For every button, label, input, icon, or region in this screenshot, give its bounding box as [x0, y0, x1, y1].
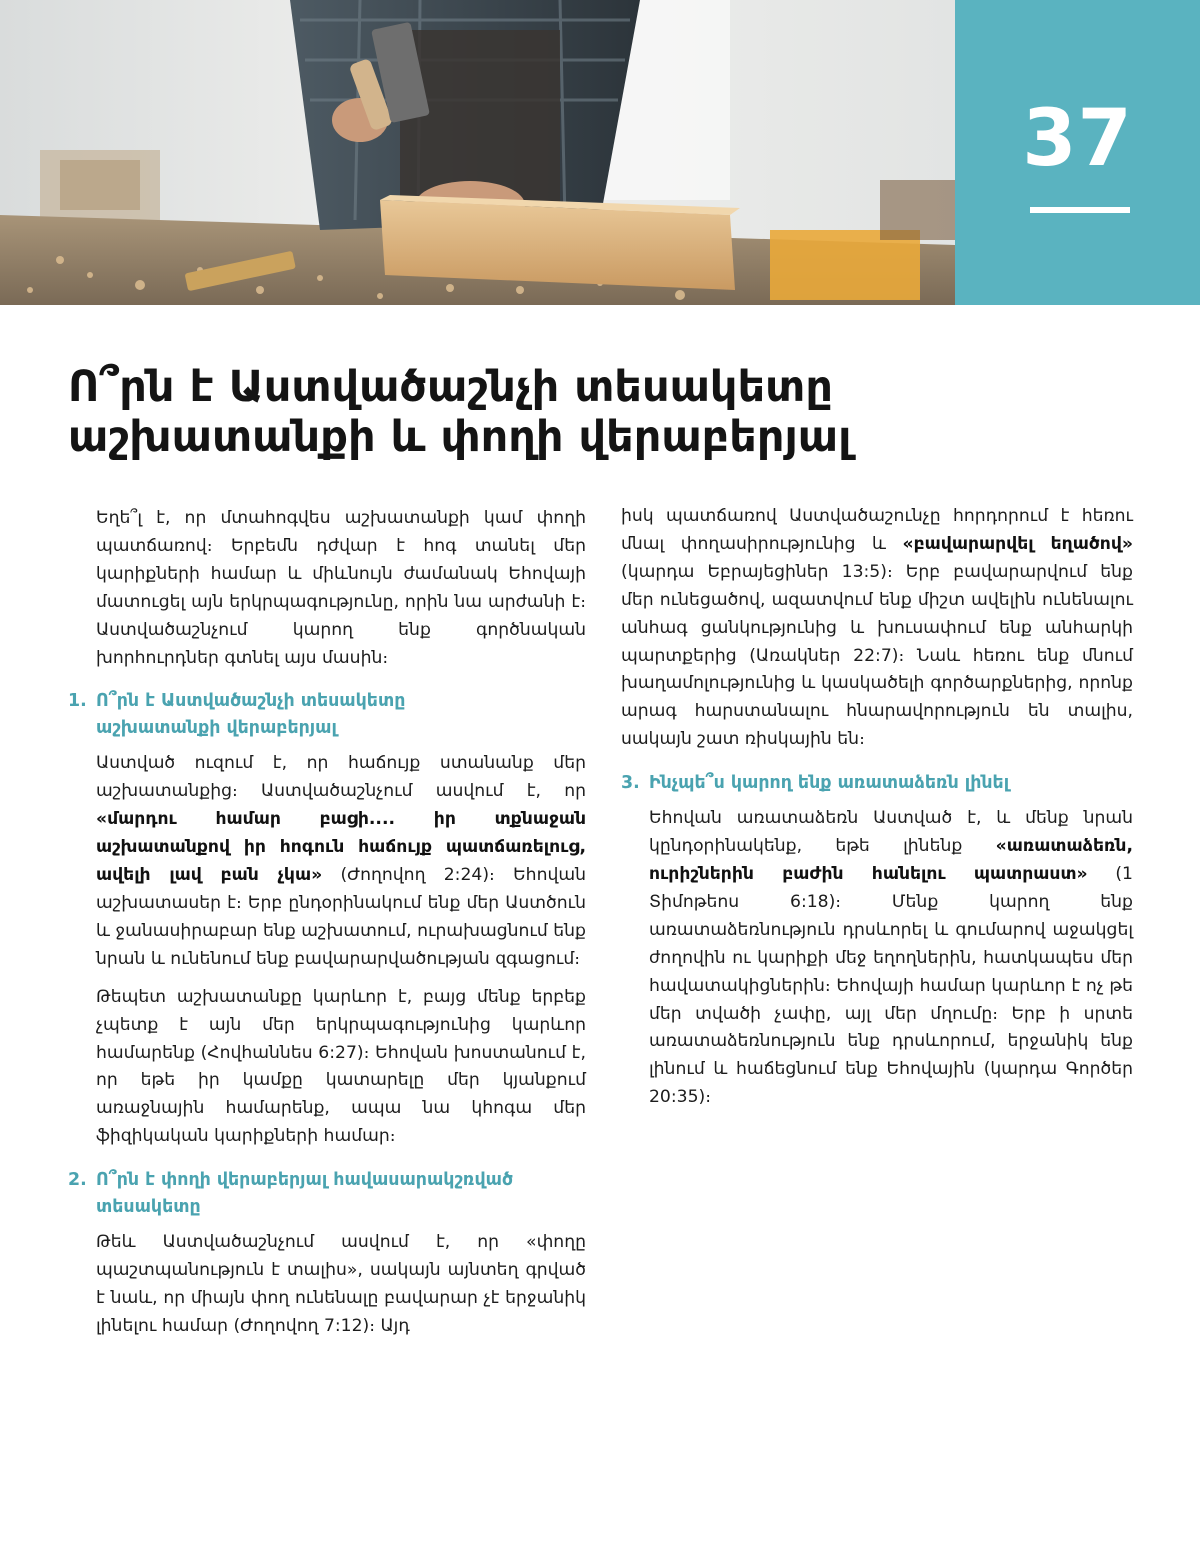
- lesson-badge: [955, 0, 1200, 305]
- section-3-heading-line-1: Ինչպե՞ս կարող ենք առատաձեռն լինել: [649, 773, 1010, 794]
- section-2-heading-line-1: Ո՞րն է փողի վերաբերյալ հավասարակշռված: [96, 1170, 514, 1191]
- section-3-paragraph-1: [621, 805, 1133, 1112]
- section-2-p1-text-end: (կարդա Եբրայեցիներ 13:5)։ Երբ բավարարվում ենք մեր ունեցածով, ազատվում ենք միշտ ավելին ունենալու անհագ ցանկությունից և խուսափում ենք անհարկի պարտքերից (Առակներ 22:7)։ Նաև հեռու ենք մնում խաղամոլությունից և կասկածելի գործարքներից, որոնք արագ հարստանալու հնարավորություն են տալիս, սակայն շատ ռիսկային են։: [621, 561, 1133, 750]
- section-1-paragraph-1: [68, 750, 586, 973]
- section-3-heading: [621, 770, 1133, 797]
- right-column: [621, 503, 1133, 1122]
- header-photo: [0, 0, 955, 305]
- section-3-p1-quote: «առատաձեռն, ուրիշներին բաժին հանելու պատրաստ»: [649, 836, 1133, 884]
- section-1-p1-text-end: (Ժողովող 2:24)։ Եհովան աշխատասեր է։ Երբ ընդօրինակում ենք մեր Աստծուն և ջանասիրաբար ենք աշխատում, ուրախացնում ենք նրան և ունենում ենք բավարարվածության զգացում։: [96, 865, 586, 969]
- page-title: [68, 362, 1128, 462]
- section-2-number: 2.: [68, 1170, 87, 1191]
- lesson-number: 37: [1022, 94, 1133, 184]
- lesson-number-underline: [1030, 207, 1130, 213]
- section-1-heading-line-1: Ո՞րն է Աստվածաշնչի տեսակետը: [96, 691, 406, 712]
- section-2-heading: [68, 1167, 586, 1221]
- page-title-line-1: Ո՞րն է Աստվածաշնչի տեսակետը: [68, 362, 833, 412]
- section-1-p1-text: Աստված ուզում է, որ հաճույք ստանանք մեր աշխատանքից։ Աստվածաշնչում ասվում է, որ: [96, 753, 586, 802]
- section-3-p1-text: Եհովան առատաձեռն Աստված է, և մենք նրան կընդօրինակենք, եթե լինենք: [649, 808, 1133, 857]
- carpenter-hammer-photo: [0, 0, 955, 305]
- section-1-heading-line-2: աշխատանքի վերաբերյալ: [96, 718, 337, 739]
- left-column: [68, 505, 586, 1351]
- section-3-number: 3.: [621, 773, 640, 794]
- section-1-paragraph-2: Թեպետ աշխատանքը կարևոր է, բայց մենք երբեք չպետք է այն մեր երկրպագությունից կարևոր համարենք (Հովհաննես 6:27)։ Եհովան խոստանում է, որ եթե իր կամքը կատարելը մեր կյանքում առաջնային համարենք, ապա նա կհոգա մեր ֆիզիկական կարիքների համար։: [96, 986, 586, 1147]
- section-1-heading: [68, 688, 586, 742]
- section-2-heading-line-2: տեսակետը: [96, 1197, 201, 1218]
- section-2-p1-text: իսկ պատճառով Աստվածաշունչը հորդորում է հեռու մնալ փողասիրությունից և: [621, 506, 1133, 554]
- intro-paragraph: Եղե՞լ է, որ մտահոգվես աշխատանքի կամ փողի պատճառով։ Երբեմն դժվար է հոգ տանել մեր կարիքների համար և միևնույն ժամանակ Եհովայի մատուցել այն երկրպագությունը, որին նա արժանի է։ Աստվածաշնչում կարող ենք գործնական խորհուրդներ գտնել այս մասին։: [96, 508, 586, 668]
- section-1-number: 1.: [68, 691, 87, 712]
- page-title-line-2: աշխատանքի և փողի վերաբերյալ: [68, 412, 852, 462]
- section-1-p1-quote: «մարդու համար բացի.... իր տքնաջան աշխատանքով իր հոգուն հաճույք պատճառելուց, ավելի լավ բան չկա»: [96, 809, 586, 886]
- section-2-paragraph-1-continued: [621, 503, 1133, 754]
- section-2-p1-quote: «բավարարվել եղածով»: [902, 533, 1133, 554]
- section-3-p1-text-end: (1 Տիմոթեոս 6:18)։ Մենք կարող ենք առատաձեռնություն դրսևորել և գումարով աջակցել ժողովին ու կարիքի մեջ եղողներին, հատկապես մեր հավատակիցներին։ Եհովայի համար կարևոր է ոչ թե մեր տվածի չափը, այլ մեր մղումը։ Երբ ի սրտե առատաձեռնություն ենք դրսևորում, երջանիկ ենք լինում և հաճեցնում ենք Եհովային (կարդա Գործեր 20:35)։: [649, 863, 1133, 1108]
- section-2-paragraph-1-start: Թեև Աստվածաշնչում ասվում է, որ «փողը պաշտպանություն է տալիս», սակայն այնտեղ գրված է նաև, որ միայն փող ունենալը բավարար չէ երջանիկ լինելու համար (Ժողովող 7:12)։ Այդ: [96, 1232, 586, 1336]
